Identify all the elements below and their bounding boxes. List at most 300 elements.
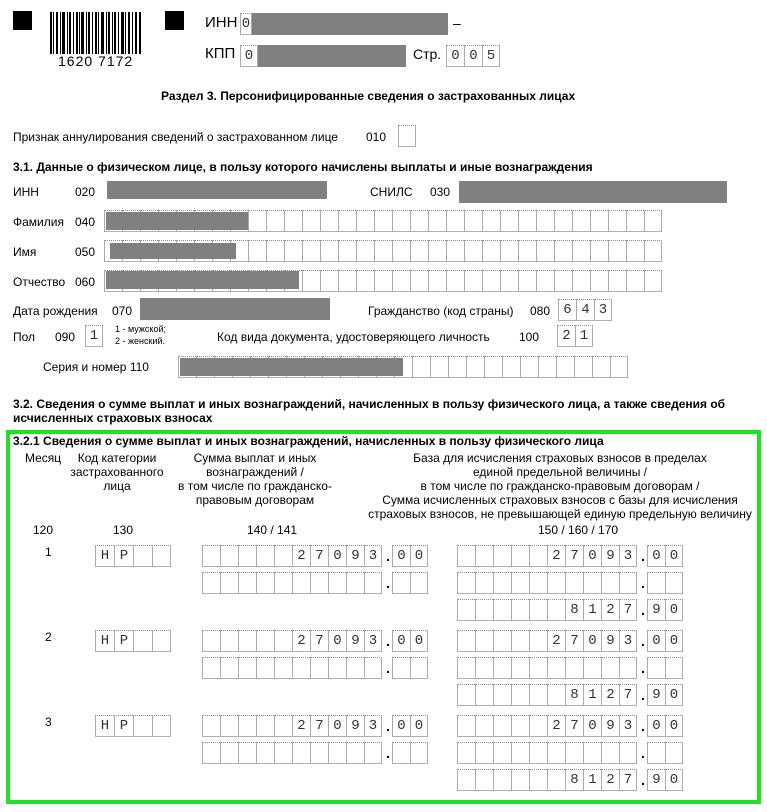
- base-amount-digit[interactable]: [511, 630, 529, 652]
- base-gpd-amount-digit[interactable]: [511, 572, 529, 594]
- surname-cell[interactable]: [284, 210, 302, 232]
- patronymic-cell[interactable]: [554, 270, 572, 292]
- series-cell[interactable]: [520, 356, 538, 378]
- page-digit[interactable]: 0: [446, 45, 464, 67]
- base-amount-integer[interactable]: [457, 715, 637, 737]
- patronymic-cell[interactable]: [374, 270, 392, 292]
- sum-amount-kopeck-digit[interactable]: 0: [392, 630, 410, 652]
- base-amount-digit[interactable]: 0: [583, 545, 601, 567]
- sum-gpd-amount-digit[interactable]: [346, 572, 364, 594]
- surname-cell[interactable]: [482, 210, 500, 232]
- sum-gpd-amount-kopecks[interactable]: [392, 572, 428, 594]
- contribution-amount-digit[interactable]: 2: [601, 599, 619, 621]
- sum-amount-digit[interactable]: [238, 545, 256, 567]
- contribution-amount-kopeck-digit[interactable]: 0: [665, 769, 683, 791]
- base-gpd-amount-kopeck-digit[interactable]: [665, 572, 683, 594]
- sum-gpd-amount-digit[interactable]: [364, 572, 382, 594]
- patronymic-cell[interactable]: [482, 270, 500, 292]
- category-cell[interactable]: [152, 630, 171, 652]
- surname-cell[interactable]: [500, 210, 518, 232]
- base-gpd-amount-kopecks[interactable]: [647, 657, 683, 679]
- base-gpd-amount-integer[interactable]: [457, 657, 637, 679]
- surname-cell[interactable]: [608, 210, 626, 232]
- base-amount-digit[interactable]: 2: [547, 630, 565, 652]
- contribution-amount-digit[interactable]: 7: [619, 599, 637, 621]
- sum-gpd-amount-digit[interactable]: [346, 742, 364, 764]
- base-amount-digit[interactable]: [529, 545, 547, 567]
- category-cell[interactable]: Р: [114, 630, 133, 652]
- surname-cell[interactable]: [572, 210, 590, 232]
- sum-gpd-amount-digit[interactable]: [220, 572, 238, 594]
- base-gpd-amount-digit[interactable]: [619, 572, 637, 594]
- sum-amount-digit[interactable]: [256, 545, 274, 567]
- base-gpd-amount-digit[interactable]: [529, 742, 547, 764]
- series-cell[interactable]: [466, 356, 484, 378]
- contribution-amount-digit[interactable]: 1: [583, 599, 601, 621]
- sum-gpd-amount-kopeck-digit[interactable]: [410, 572, 428, 594]
- base-gpd-amount-digit[interactable]: [601, 742, 619, 764]
- sum-gpd-amount-kopeck-digit[interactable]: [392, 742, 410, 764]
- contribution-amount-digit[interactable]: [511, 684, 529, 706]
- contribution-amount-digit[interactable]: 1: [583, 684, 601, 706]
- base-amount-kopeck-digit[interactable]: 0: [665, 715, 683, 737]
- patronymic-cell[interactable]: [392, 270, 410, 292]
- sum-amount-digit[interactable]: [202, 715, 220, 737]
- patronymic-cell[interactable]: [464, 270, 482, 292]
- contribution-amount-digit[interactable]: [493, 684, 511, 706]
- base-gpd-amount-digit[interactable]: [583, 657, 601, 679]
- base-gpd-amount-digit[interactable]: [457, 742, 475, 764]
- sum-gpd-amount-integer[interactable]: [202, 572, 382, 594]
- sum-amount-integer[interactable]: [202, 715, 382, 737]
- sum-amount-digit[interactable]: 2: [292, 545, 310, 567]
- sum-amount-kopecks[interactable]: [392, 630, 428, 652]
- patronymic-cell[interactable]: [608, 270, 626, 292]
- surname-cell[interactable]: [428, 210, 446, 232]
- contribution-amount-digit[interactable]: 1: [583, 769, 601, 791]
- contribution-amount-digit[interactable]: [529, 599, 547, 621]
- sum-amount-digit[interactable]: 7: [310, 715, 328, 737]
- name-cell[interactable]: [536, 240, 554, 262]
- name-cell[interactable]: [572, 240, 590, 262]
- surname-cell[interactable]: [554, 210, 572, 232]
- patronymic-cell[interactable]: [536, 270, 554, 292]
- base-amount-digit[interactable]: [457, 715, 475, 737]
- base-amount-digit[interactable]: [475, 715, 493, 737]
- sum-gpd-amount-digit[interactable]: [346, 657, 364, 679]
- sum-gpd-amount-digit[interactable]: [238, 572, 256, 594]
- base-gpd-amount-digit[interactable]: [547, 572, 565, 594]
- row-category-field[interactable]: [95, 715, 171, 737]
- contribution-amount-digit[interactable]: 2: [601, 769, 619, 791]
- patronymic-cell[interactable]: [356, 270, 374, 292]
- series-cell[interactable]: [430, 356, 448, 378]
- sum-amount-kopeck-digit[interactable]: 0: [392, 545, 410, 567]
- series-cell[interactable]: [556, 356, 574, 378]
- surname-cell[interactable]: [536, 210, 554, 232]
- doc-digit[interactable]: 2: [557, 325, 575, 347]
- base-gpd-amount-digit[interactable]: [475, 742, 493, 764]
- base-gpd-amount-digit[interactable]: [619, 742, 637, 764]
- name-cell[interactable]: [356, 240, 374, 262]
- contribution-amount-kopeck-digit[interactable]: 0: [665, 599, 683, 621]
- row-category-field[interactable]: [95, 545, 171, 567]
- sum-gpd-amount-digit[interactable]: [328, 657, 346, 679]
- surname-cell[interactable]: [410, 210, 428, 232]
- name-cell[interactable]: [428, 240, 446, 262]
- name-cell[interactable]: [392, 240, 410, 262]
- base-gpd-amount-integer[interactable]: [457, 742, 637, 764]
- name-cell[interactable]: [500, 240, 518, 262]
- surname-cell[interactable]: [302, 210, 320, 232]
- patronymic-cell[interactable]: [428, 270, 446, 292]
- row-category-field[interactable]: [95, 630, 171, 652]
- contribution-amount-digit[interactable]: 2: [601, 684, 619, 706]
- contribution-amount-digit[interactable]: [475, 599, 493, 621]
- base-amount-digit[interactable]: 0: [583, 630, 601, 652]
- header-inn-cell[interactable]: 0: [240, 13, 252, 35]
- citizen-digit[interactable]: 4: [576, 299, 594, 321]
- sum-amount-digit[interactable]: [220, 630, 238, 652]
- sum-amount-kopecks[interactable]: [392, 545, 428, 567]
- category-cell[interactable]: Р: [114, 545, 133, 567]
- contribution-amount-digit[interactable]: [547, 684, 565, 706]
- name-cell[interactable]: [464, 240, 482, 262]
- patronymic-cell[interactable]: [590, 270, 608, 292]
- contribution-amount-digit[interactable]: [475, 769, 493, 791]
- base-gpd-amount-digit[interactable]: [583, 572, 601, 594]
- base-amount-digit[interactable]: [457, 630, 475, 652]
- base-gpd-amount-integer[interactable]: [457, 572, 637, 594]
- name-cell[interactable]: [590, 240, 608, 262]
- base-gpd-amount-digit[interactable]: [601, 657, 619, 679]
- sum-gpd-amount-digit[interactable]: [292, 742, 310, 764]
- base-gpd-amount-digit[interactable]: [619, 657, 637, 679]
- contribution-amount-digit[interactable]: [511, 599, 529, 621]
- sum-gpd-amount-kopecks[interactable]: [392, 742, 428, 764]
- base-gpd-amount-digit[interactable]: [565, 572, 583, 594]
- sum-amount-digit[interactable]: 9: [346, 545, 364, 567]
- sum-amount-integer[interactable]: [202, 630, 382, 652]
- base-amount-kopecks[interactable]: [647, 715, 683, 737]
- sum-gpd-amount-digit[interactable]: [238, 742, 256, 764]
- base-amount-digit[interactable]: [475, 545, 493, 567]
- sum-amount-digit[interactable]: 2: [292, 630, 310, 652]
- contribution-amount-digit[interactable]: [547, 599, 565, 621]
- base-amount-digit[interactable]: 3: [619, 630, 637, 652]
- surname-cell[interactable]: [464, 210, 482, 232]
- base-gpd-amount-kopecks[interactable]: [647, 742, 683, 764]
- base-amount-integer[interactable]: [457, 545, 637, 567]
- patronymic-cell[interactable]: [644, 270, 662, 292]
- contribution-amount-digit[interactable]: [529, 769, 547, 791]
- patronymic-cell[interactable]: [518, 270, 536, 292]
- category-cell[interactable]: Н: [95, 630, 114, 652]
- sum-gpd-amount-digit[interactable]: [238, 657, 256, 679]
- base-amount-digit[interactable]: 9: [601, 630, 619, 652]
- series-cell[interactable]: [484, 356, 502, 378]
- contribution-amount-integer[interactable]: [457, 599, 637, 621]
- name-cell[interactable]: [410, 240, 428, 262]
- base-gpd-amount-digit[interactable]: [565, 657, 583, 679]
- sum-gpd-amount-digit[interactable]: [310, 572, 328, 594]
- series-cell[interactable]: [610, 356, 628, 378]
- contribution-amount-kopeck-digit[interactable]: 9: [647, 684, 665, 706]
- sum-amount-kopeck-digit[interactable]: 0: [410, 630, 428, 652]
- patronymic-cell[interactable]: [410, 270, 428, 292]
- surname-cell[interactable]: [320, 210, 338, 232]
- header-kpp-field[interactable]: [240, 45, 258, 67]
- category-cell[interactable]: [133, 715, 152, 737]
- series-cell[interactable]: [574, 356, 592, 378]
- base-gpd-amount-digit[interactable]: [457, 657, 475, 679]
- contribution-amount-digit[interactable]: [493, 769, 511, 791]
- sum-amount-digit[interactable]: [238, 715, 256, 737]
- patronymic-cell[interactable]: [302, 270, 320, 292]
- base-gpd-amount-digit[interactable]: [475, 657, 493, 679]
- base-amount-digit[interactable]: [529, 630, 547, 652]
- base-gpd-amount-digit[interactable]: [565, 742, 583, 764]
- name-cell[interactable]: [626, 240, 644, 262]
- patronymic-cell[interactable]: [338, 270, 356, 292]
- series-cell[interactable]: [502, 356, 520, 378]
- base-gpd-amount-digit[interactable]: [475, 572, 493, 594]
- patronymic-cell[interactable]: [572, 270, 590, 292]
- sum-amount-digit[interactable]: [220, 545, 238, 567]
- contribution-amount-kopecks[interactable]: [647, 684, 683, 706]
- sum-gpd-amount-digit[interactable]: [328, 572, 346, 594]
- sum-amount-digit[interactable]: [202, 545, 220, 567]
- contribution-amount-kopeck-digit[interactable]: 0: [665, 684, 683, 706]
- sum-amount-digit[interactable]: [274, 715, 292, 737]
- annul-field[interactable]: [398, 125, 416, 147]
- base-gpd-amount-kopeck-digit[interactable]: [647, 657, 665, 679]
- base-amount-integer[interactable]: [457, 630, 637, 652]
- page-digit[interactable]: 5: [482, 45, 500, 67]
- surname-cell[interactable]: [446, 210, 464, 232]
- base-amount-kopeck-digit[interactable]: 0: [647, 630, 665, 652]
- sum-gpd-amount-digit[interactable]: [256, 742, 274, 764]
- base-amount-kopeck-digit[interactable]: 0: [665, 545, 683, 567]
- category-cell[interactable]: Н: [95, 545, 114, 567]
- name-cell[interactable]: [284, 240, 302, 262]
- base-amount-digit[interactable]: [511, 545, 529, 567]
- sum-gpd-amount-digit[interactable]: [292, 657, 310, 679]
- header-inn-field[interactable]: [240, 13, 252, 35]
- name-cell[interactable]: [302, 240, 320, 262]
- series-cell[interactable]: [448, 356, 466, 378]
- sum-amount-digit[interactable]: 2: [292, 715, 310, 737]
- sum-gpd-amount-kopeck-digit[interactable]: [392, 657, 410, 679]
- base-amount-digit[interactable]: 0: [583, 715, 601, 737]
- sum-amount-kopeck-digit[interactable]: 0: [392, 715, 410, 737]
- base-gpd-amount-digit[interactable]: [601, 572, 619, 594]
- sum-amount-digit[interactable]: [274, 630, 292, 652]
- base-gpd-amount-digit[interactable]: [457, 572, 475, 594]
- sum-gpd-amount-digit[interactable]: [220, 657, 238, 679]
- name-cell[interactable]: [518, 240, 536, 262]
- citizen-field[interactable]: [558, 299, 612, 321]
- sum-amount-digit[interactable]: 7: [310, 545, 328, 567]
- sum-amount-digit[interactable]: [238, 630, 256, 652]
- surname-cell[interactable]: [266, 210, 284, 232]
- series-cell[interactable]: [538, 356, 556, 378]
- category-cell[interactable]: [152, 545, 171, 567]
- patronymic-cell[interactable]: [626, 270, 644, 292]
- base-amount-digit[interactable]: 2: [547, 715, 565, 737]
- surname-cell[interactable]: [644, 210, 662, 232]
- series-cell[interactable]: [592, 356, 610, 378]
- patronymic-cell[interactable]: [320, 270, 338, 292]
- sum-gpd-amount-integer[interactable]: [202, 742, 382, 764]
- contribution-amount-digit[interactable]: 8: [565, 684, 583, 706]
- sum-gpd-amount-kopecks[interactable]: [392, 657, 428, 679]
- name-cell[interactable]: [446, 240, 464, 262]
- contribution-amount-digit[interactable]: 8: [565, 599, 583, 621]
- surname-cell[interactable]: [590, 210, 608, 232]
- base-gpd-amount-kopeck-digit[interactable]: [647, 742, 665, 764]
- name-cell[interactable]: [374, 240, 392, 262]
- category-cell[interactable]: [133, 630, 152, 652]
- sum-gpd-amount-digit[interactable]: [274, 572, 292, 594]
- base-amount-digit[interactable]: [475, 630, 493, 652]
- sum-gpd-amount-kopeck-digit[interactable]: [392, 572, 410, 594]
- category-cell[interactable]: [133, 545, 152, 567]
- sex-field[interactable]: [85, 325, 103, 347]
- contribution-amount-digit[interactable]: [457, 599, 475, 621]
- name-cell[interactable]: [266, 240, 284, 262]
- base-amount-digit[interactable]: 7: [565, 545, 583, 567]
- sum-amount-digit[interactable]: [256, 715, 274, 737]
- base-amount-digit[interactable]: 9: [601, 545, 619, 567]
- sum-amount-kopeck-digit[interactable]: 0: [410, 545, 428, 567]
- sum-gpd-amount-digit[interactable]: [202, 572, 220, 594]
- contribution-amount-digit[interactable]: [457, 684, 475, 706]
- patronymic-cell[interactable]: [500, 270, 518, 292]
- base-amount-digit[interactable]: [493, 630, 511, 652]
- contribution-amount-integer[interactable]: [457, 684, 637, 706]
- base-amount-digit[interactable]: [511, 715, 529, 737]
- citizen-digit[interactable]: 6: [558, 299, 576, 321]
- sum-gpd-amount-digit[interactable]: [220, 742, 238, 764]
- base-gpd-amount-digit[interactable]: [493, 742, 511, 764]
- base-gpd-amount-digit[interactable]: [493, 572, 511, 594]
- base-amount-kopeck-digit[interactable]: 0: [647, 545, 665, 567]
- sex-cell[interactable]: 1: [85, 325, 103, 347]
- sum-gpd-amount-digit[interactable]: [274, 742, 292, 764]
- category-cell[interactable]: Р: [114, 715, 133, 737]
- category-cell[interactable]: [152, 715, 171, 737]
- base-amount-digit[interactable]: [493, 715, 511, 737]
- base-amount-digit[interactable]: 3: [619, 545, 637, 567]
- contribution-amount-kopeck-digit[interactable]: 9: [647, 599, 665, 621]
- surname-cell[interactable]: [626, 210, 644, 232]
- contribution-amount-digit[interactable]: [529, 684, 547, 706]
- sum-gpd-amount-digit[interactable]: [364, 657, 382, 679]
- base-amount-kopeck-digit[interactable]: 0: [665, 630, 683, 652]
- sum-gpd-amount-digit[interactable]: [202, 742, 220, 764]
- doc-digit[interactable]: 1: [575, 325, 593, 347]
- contribution-amount-digit[interactable]: [511, 769, 529, 791]
- sum-gpd-amount-digit[interactable]: [256, 572, 274, 594]
- base-amount-kopeck-digit[interactable]: 0: [647, 715, 665, 737]
- base-gpd-amount-digit[interactable]: [529, 572, 547, 594]
- sum-amount-digit[interactable]: 3: [364, 545, 382, 567]
- sum-gpd-amount-digit[interactable]: [256, 657, 274, 679]
- series-cell[interactable]: [412, 356, 430, 378]
- contribution-amount-digit[interactable]: [475, 684, 493, 706]
- base-gpd-amount-kopeck-digit[interactable]: [665, 742, 683, 764]
- contribution-amount-integer[interactable]: [457, 769, 637, 791]
- surname-cell[interactable]: [518, 210, 536, 232]
- sum-amount-digit[interactable]: [202, 630, 220, 652]
- doc-type-field[interactable]: [557, 325, 593, 347]
- name-cell[interactable]: [338, 240, 356, 262]
- base-gpd-amount-kopeck-digit[interactable]: [665, 657, 683, 679]
- base-gpd-amount-digit[interactable]: [583, 742, 601, 764]
- sum-amount-digit[interactable]: 7: [310, 630, 328, 652]
- page-number-field[interactable]: [446, 45, 500, 67]
- sum-amount-digit[interactable]: 0: [328, 545, 346, 567]
- sum-amount-digit[interactable]: [274, 545, 292, 567]
- base-amount-kopecks[interactable]: [647, 545, 683, 567]
- sum-amount-kopeck-digit[interactable]: 0: [410, 715, 428, 737]
- sum-amount-kopecks[interactable]: [392, 715, 428, 737]
- base-gpd-amount-kopeck-digit[interactable]: [647, 572, 665, 594]
- page-digit[interactable]: 0: [464, 45, 482, 67]
- contribution-amount-digit[interactable]: [493, 599, 511, 621]
- sum-amount-digit[interactable]: [220, 715, 238, 737]
- base-gpd-amount-digit[interactable]: [529, 657, 547, 679]
- contribution-amount-digit[interactable]: 7: [619, 769, 637, 791]
- base-amount-kopecks[interactable]: [647, 630, 683, 652]
- category-cell[interactable]: Н: [95, 715, 114, 737]
- patronymic-cell[interactable]: [446, 270, 464, 292]
- base-amount-digit[interactable]: 9: [601, 715, 619, 737]
- base-amount-digit[interactable]: 3: [619, 715, 637, 737]
- base-amount-digit[interactable]: 2: [547, 545, 565, 567]
- surname-cell[interactable]: [248, 210, 266, 232]
- sum-gpd-amount-kopeck-digit[interactable]: [410, 742, 428, 764]
- contribution-amount-digit[interactable]: 7: [619, 684, 637, 706]
- base-gpd-amount-digit[interactable]: [511, 657, 529, 679]
- sum-gpd-amount-digit[interactable]: [310, 657, 328, 679]
- contribution-amount-digit[interactable]: 8: [565, 769, 583, 791]
- name-cell[interactable]: [320, 240, 338, 262]
- base-gpd-amount-digit[interactable]: [547, 657, 565, 679]
- contribution-amount-digit[interactable]: [547, 769, 565, 791]
- name-cell[interactable]: [482, 240, 500, 262]
- sum-gpd-amount-digit[interactable]: [328, 742, 346, 764]
- base-amount-digit[interactable]: 7: [565, 715, 583, 737]
- citizen-digit[interactable]: 3: [594, 299, 612, 321]
- base-amount-digit[interactable]: [457, 545, 475, 567]
- surname-cell[interactable]: [356, 210, 374, 232]
- header-kpp-cell[interactable]: 0: [240, 45, 258, 67]
- sum-amount-digit[interactable]: 9: [346, 715, 364, 737]
- contribution-amount-kopeck-digit[interactable]: 9: [647, 769, 665, 791]
- sum-gpd-amount-digit[interactable]: [292, 572, 310, 594]
- sum-gpd-amount-digit[interactable]: [310, 742, 328, 764]
- base-amount-digit[interactable]: [529, 715, 547, 737]
- sum-amount-integer[interactable]: [202, 545, 382, 567]
- sum-gpd-amount-digit[interactable]: [274, 657, 292, 679]
- sum-amount-digit[interactable]: 0: [328, 715, 346, 737]
- base-amount-digit[interactable]: [493, 545, 511, 567]
- sum-amount-digit[interactable]: 3: [364, 630, 382, 652]
- sum-amount-digit[interactable]: 9: [346, 630, 364, 652]
- name-cell[interactable]: [554, 240, 572, 262]
